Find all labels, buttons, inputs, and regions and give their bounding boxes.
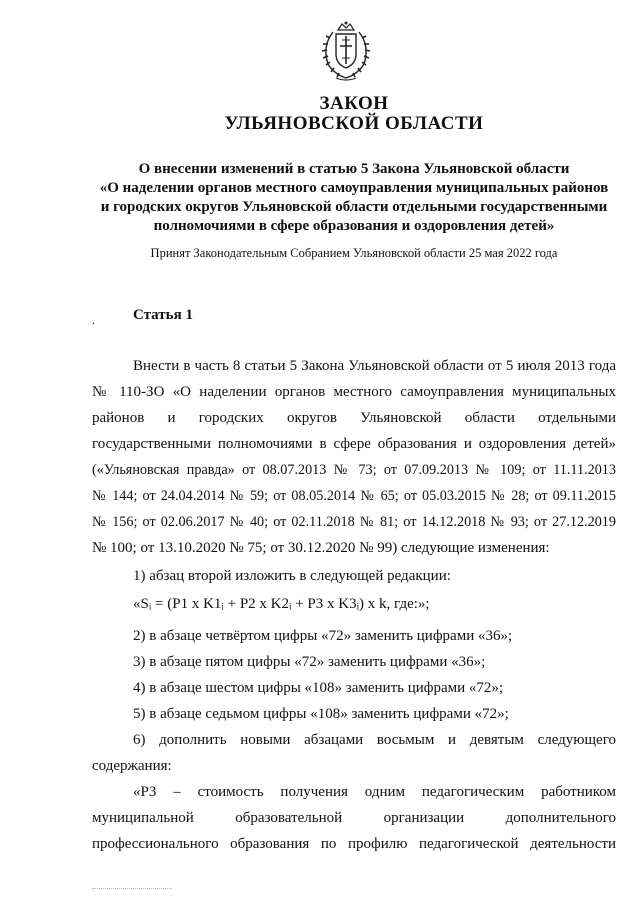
article-text-line: государственными полномочиями в сфере образования и оздоровления детей» <box>92 436 616 452</box>
article-text-line: («Ульяновская правда» от 08.07.2013 № 73; от 07.09.2013 № 109; от 11.11.2013 <box>92 462 616 478</box>
subject-line: «О наделении органов местного самоуправления муниципальных районов <box>99 180 609 196</box>
scan-artifact <box>92 888 172 893</box>
margin-dot: . <box>92 313 95 327</box>
list-item: 6) дополнить новыми абзацами восьмым и девятым следующего <box>133 732 616 748</box>
list-item: 4) в абзаце шестом цифры «108» заменить цифрами «72»; <box>133 680 504 696</box>
law-subject <box>90 160 618 236</box>
formula: «Sᵢ = (P1 x K1ᵢ + P2 x K2ᵢ + P3 x K3ᵢ) x k, где:»; <box>133 596 430 612</box>
article-title: Статья 1 <box>133 307 193 323</box>
adoption-note: Принят Законодательным Собранием Ульяновской области 25 мая 2022 года <box>150 246 558 260</box>
list-item: 2) в абзаце четвёртом цифры «72» заменить цифрами «36»; <box>133 628 513 644</box>
law-title: ЗАКОН <box>319 93 389 114</box>
article-text-line: № 144; от 24.04.2014 № 59; от 08.05.2014 № 65; от 05.03.2015 № 28; от 09.11.2015 <box>92 488 616 504</box>
subject-line: полномочиями в сфере образования и оздоровления детей» <box>153 218 555 234</box>
list-item: 3) в абзаце пятом цифры «72» заменить цифрами «36»; <box>133 654 486 670</box>
article-text-line: Внести в часть 8 статьи 5 Закона Ульяновской области от 5 июля 2013 года <box>133 358 616 374</box>
article-text-line: № 100; от 13.10.2020 № 75; от 30.12.2020 № 99) следующие изменения: <box>92 540 550 556</box>
region-title: УЛЬЯНОВСКОЙ ОБЛАСТИ <box>224 113 484 134</box>
paragraph-line: муниципальной образовательной организации дополнительного <box>92 810 616 826</box>
coat-of-arms-icon <box>318 20 374 82</box>
list-item: 5) в абзаце седьмом цифры «108» заменить цифрами «72»; <box>133 706 509 722</box>
list-item-continuation: содержания: <box>92 758 172 774</box>
paragraph-line: «Р3 – стоимость получения одним педагогическим работником <box>133 784 616 800</box>
article-text-line: № 156; от 02.06.2017 № 40; от 02.11.2018 № 81; от 14.12.2018 № 93; от 27.12.2019 <box>92 514 616 530</box>
list-item: 1) абзац второй изложить в следующей редакции: <box>133 568 451 584</box>
article-text-line: № 110-ЗО «О наделении органов местного самоуправления муниципальных <box>92 384 616 400</box>
article-text-line: районов и городских округов Ульяновской области отдельными <box>92 410 616 426</box>
subject-line: и городских округов Ульяновской области отдельными государственными <box>100 199 608 215</box>
paragraph-line: профессионального образования по профилю педагогической деятельности <box>92 836 616 852</box>
subject-line: О внесении изменений в статью 5 Закона Ульяновской области <box>138 161 570 177</box>
